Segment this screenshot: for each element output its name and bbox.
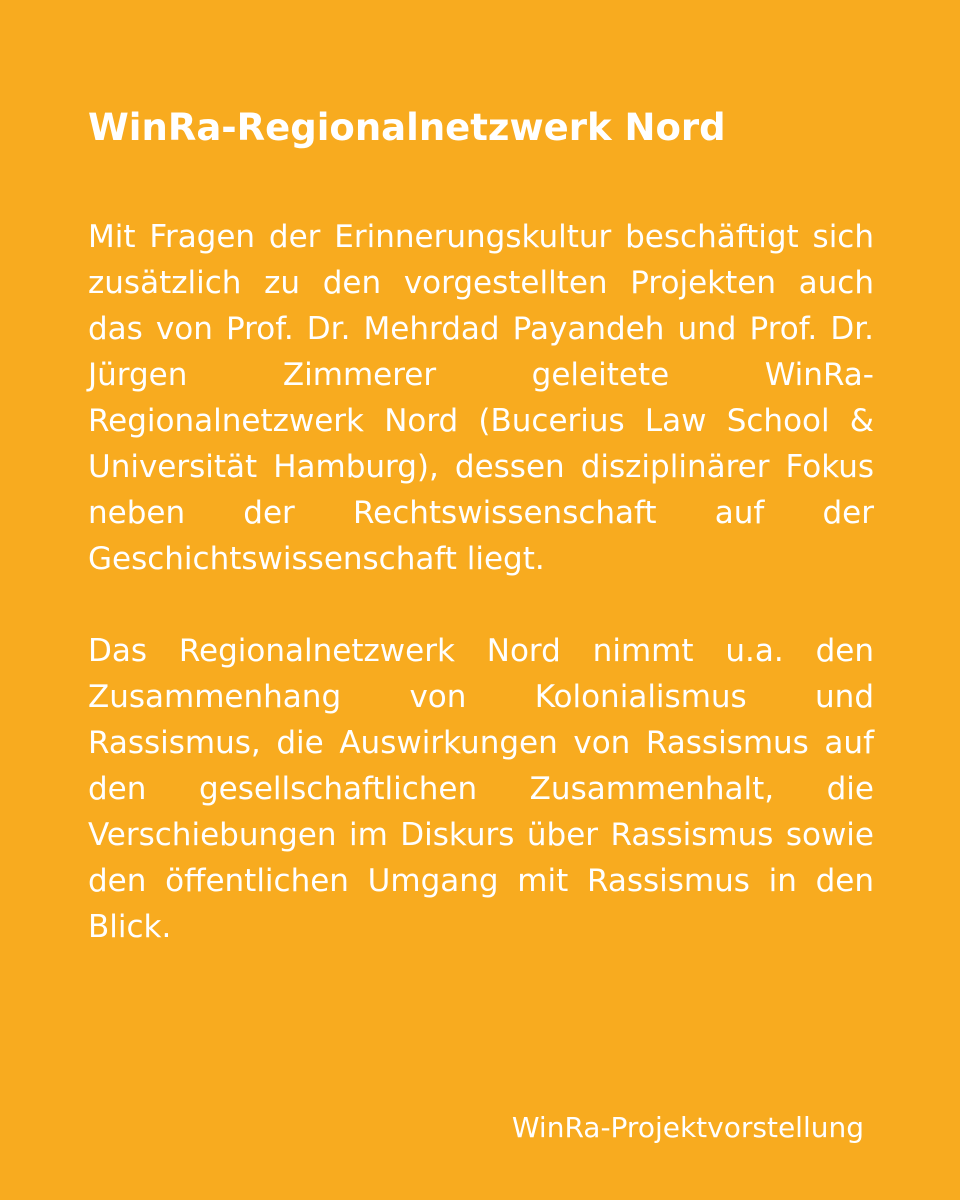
body-paragraph-1: Mit Fragen der Erinnerungskultur beschäftigt sich zusätzlich zu den vorgestellten Projekten auch das von Prof. Dr. Mehrdad Payandeh und Prof. Dr. Jürgen Zimmerer geleitete WinRa-Regionalnetzwerk Nord (Bucerius Law School & Universität Hamburg), dessen disziplinärer Fokus neben der Rechtswissenschaft auf der Geschichtswissenschaft liegt. xyxy=(88,219,874,577)
footer-caption: WinRa-Projektvorstellung xyxy=(511,1111,864,1144)
post-content xyxy=(88,102,874,950)
post-title: WinRa-Regionalnetzwerk Nord xyxy=(88,106,726,149)
body-paragraph-2: Das Regionalnetzwerk Nord nimmt u.a. den Zusammenhang von Kolonialismus und Rassismus, die Auswirkungen von Rassismus auf den gesellschaftlichen Zusammenhalt, die Verschiebungen im Diskurs über Rassismus sowie den öffentlichen Umgang mit Rassismus in den Blick. xyxy=(88,633,874,945)
